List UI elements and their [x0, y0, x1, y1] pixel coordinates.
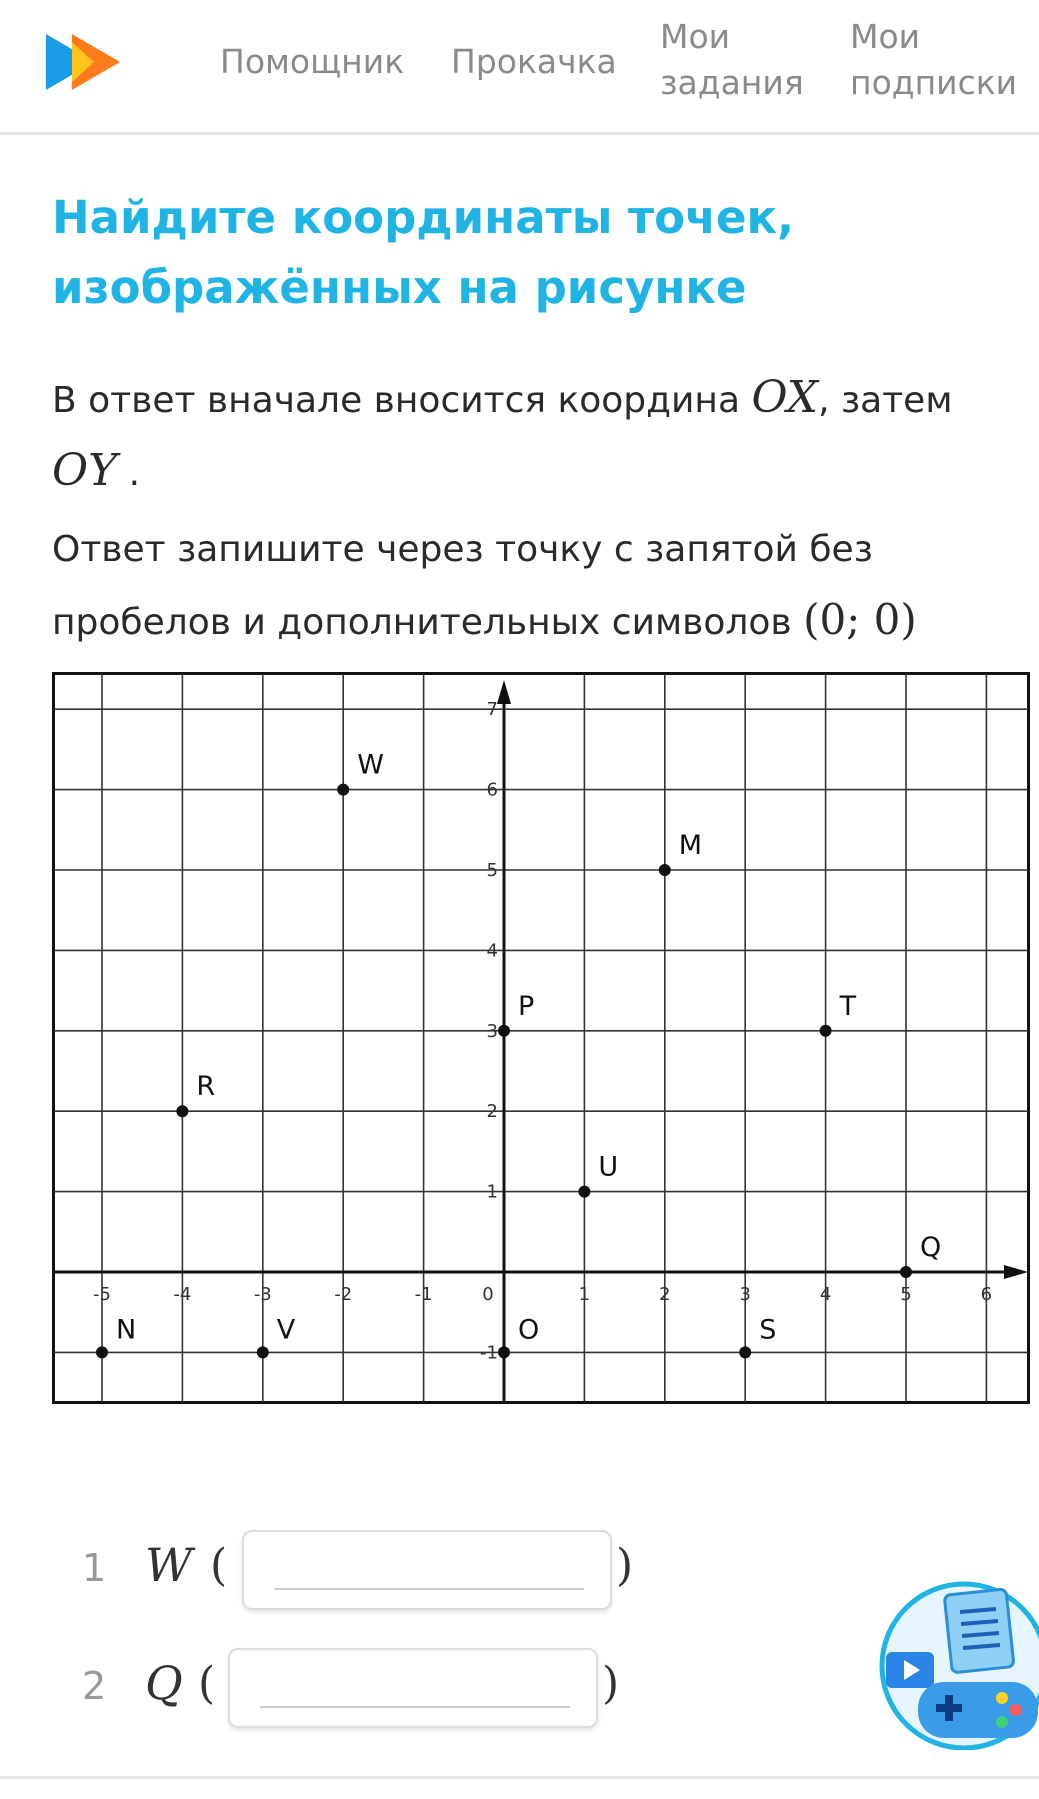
instruction2-text: Ответ запишите через точку с запятой без пробелов и дополнительных символов: [52, 529, 873, 643]
instruction1-text: В ответ вначале вносится координа: [52, 380, 741, 421]
axis-ox-label: OX: [751, 372, 819, 423]
y-tick-label: 4: [486, 940, 498, 962]
answer-input-w[interactable]: [242, 1530, 612, 1610]
nav-my-tasks-line1: Мои: [660, 17, 731, 56]
nav-helper[interactable]: [220, 39, 404, 85]
answer-number: 1: [82, 1546, 107, 1590]
answer-point-letter: W: [145, 1538, 193, 1592]
y-tick-label: 5: [486, 860, 498, 881]
instruction1-mid: , затем: [818, 380, 953, 421]
point-label-r: R: [196, 1071, 216, 1103]
input-underline: [274, 1588, 584, 1590]
nav-training[interactable]: [451, 39, 617, 85]
study-games-icon[interactable]: [878, 1580, 1039, 1750]
data-point-n: [96, 1346, 108, 1358]
answer-row-2: [0, 1648, 700, 1738]
nav-my-subscriptions[interactable]: [850, 14, 1017, 106]
data-point-s: [739, 1346, 751, 1358]
nav-my-tasks[interactable]: [660, 14, 804, 106]
x-tick-label: -4: [173, 1284, 192, 1305]
x-tick-label: 6: [980, 1284, 993, 1305]
point-label-v: V: [276, 1314, 296, 1346]
point-label-o: O: [518, 1314, 540, 1346]
data-point-r: [176, 1105, 188, 1117]
nav-helper-label: Помощник: [220, 42, 405, 81]
nav-subscriptions-line2: подписки: [850, 63, 1018, 102]
x-tick-label: -3: [253, 1284, 272, 1305]
y-tick-label: 3: [486, 1020, 498, 1042]
x-tick-label: -5: [93, 1284, 111, 1305]
data-point-m: [659, 864, 671, 876]
data-point-u: [578, 1186, 590, 1198]
point-label-w: W: [357, 749, 384, 781]
nav-subscriptions-line1: Мои: [850, 17, 921, 56]
x-tick-label: -1: [414, 1284, 433, 1305]
close-paren: ): [602, 1658, 620, 1709]
x-tick-label: 1: [578, 1284, 591, 1305]
data-point-w: [337, 784, 349, 796]
data-point-q: [900, 1266, 912, 1278]
x-tick-label: 3: [739, 1284, 751, 1305]
instruction-answer-format: [52, 515, 1012, 658]
y-tick-label: -1: [480, 1342, 498, 1364]
point-label-u: U: [598, 1151, 619, 1183]
task-title: Найдите координаты точек, изображённых на рисунке: [52, 191, 795, 314]
x-tick-label: -2: [334, 1284, 353, 1305]
x-tick-label: 4: [819, 1284, 832, 1305]
chart-frame: [54, 674, 1029, 1403]
answer-row-1: [0, 1530, 700, 1620]
y-tick-label: 7: [486, 699, 498, 721]
point-label-t: T: [839, 990, 857, 1022]
data-point-t: [820, 1025, 832, 1037]
top-navigation: [0, 0, 1039, 135]
point-label-s: S: [759, 1314, 777, 1346]
instruction-coordinates-order: [52, 363, 1012, 509]
x-tick-label: 0: [482, 1284, 494, 1305]
answer-number: 2: [82, 1664, 107, 1708]
point-label-q: Q: [920, 1232, 942, 1263]
point-label-m: M: [678, 830, 703, 861]
bottom-divider: [0, 1776, 1039, 1779]
instruction1-end: .: [117, 453, 141, 494]
y-tick-label: 1: [486, 1181, 498, 1203]
open-paren: (: [210, 1540, 228, 1591]
coordinate-grid-chart: [52, 672, 1030, 1404]
format-example: (0; 0): [803, 595, 917, 644]
nav-training-label: Прокачка: [451, 42, 617, 81]
y-tick-label: 2: [486, 1101, 498, 1123]
close-paren: ): [616, 1540, 634, 1591]
open-paren: (: [198, 1658, 216, 1709]
nav-my-tasks-line2: задания: [660, 63, 804, 102]
logo-icon[interactable]: [42, 30, 126, 94]
y-tick-label: 6: [486, 779, 498, 801]
x-tick-label: 2: [659, 1284, 671, 1305]
x-tick-label: 5: [900, 1284, 912, 1305]
answer-input-q[interactable]: [228, 1648, 598, 1728]
data-point-v: [257, 1346, 269, 1358]
data-point-o: [498, 1346, 510, 1358]
input-underline: [260, 1706, 570, 1708]
point-label-n: N: [116, 1314, 137, 1346]
data-point-p: [498, 1025, 510, 1037]
axis-oy-label: OY: [52, 445, 118, 496]
answer-point-letter: Q: [145, 1656, 183, 1710]
point-label-p: P: [518, 990, 535, 1022]
